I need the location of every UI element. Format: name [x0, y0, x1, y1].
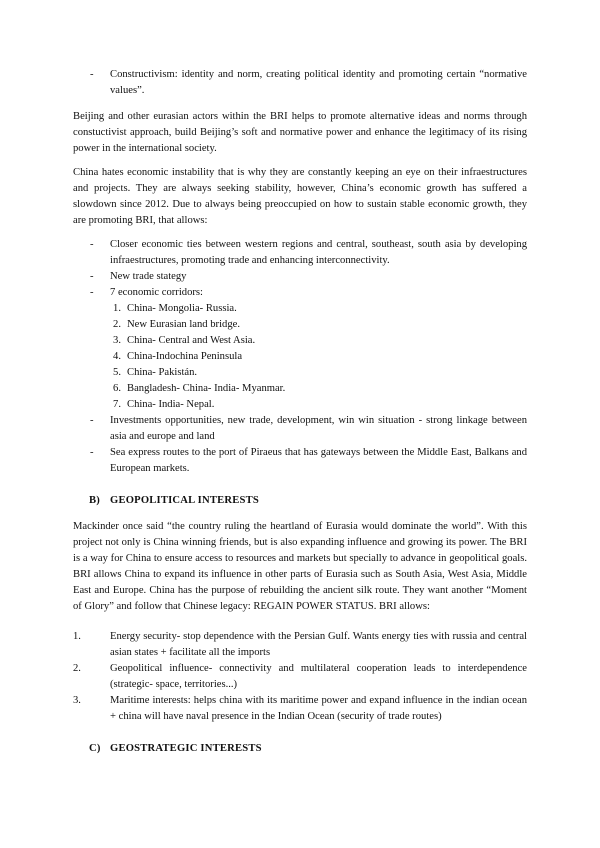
list-item [73, 67, 527, 99]
list-item [73, 285, 527, 301]
item-number: 2. [73, 663, 81, 674]
item-text: Maritime interests: helps china with its maritime power and expand influence in the indian ocean + china will have naval presence in the Indian Ocean (security of trade routes) [110, 695, 527, 722]
corridor-text: New Eurasian land bridge. [127, 319, 240, 330]
bullet-dash: - [90, 69, 94, 80]
bullet-dash: - [90, 271, 94, 282]
bullet-dash: - [90, 287, 94, 298]
bullet-dash: - [90, 239, 94, 250]
section-title: GEOSTRATEGIC INTERESTS [110, 743, 262, 754]
corridor-number: 6. [113, 383, 121, 394]
item-number: 3. [73, 695, 81, 706]
corridor-text: China- Central and West Asia. [127, 335, 256, 346]
corridor-text: China- Pakistán. [127, 367, 198, 378]
list-item-text: Sea express routes to the port of Piraeus that has gateways between the Middle East, Balkans and European markets. [110, 447, 527, 474]
list-item-text: Constructivism: identity and norm, creating political identity and promoting certain “normative values”. [110, 69, 527, 96]
item-text: Geopolitical influence- connectivity and multilateral cooperation leads to interdependence (strategic- space, territories...) [110, 663, 527, 690]
section-heading-geostrategic [73, 741, 527, 757]
section-letter: B) [89, 495, 100, 506]
list-item-text: Investments opportunities, new trade, development, win win situation - strong linkage between asia and europe and land [110, 415, 527, 442]
numbered-item [73, 693, 527, 725]
paragraph-geopolitical: Mackinder once said “the country ruling the heartland of Eurasia would dominate the world”. With this project not only is China winning friends, but is also expanding influence and growing its power. The BRI is a way for China to ensure access to resources and markets but specially to advance in geopolitical goals. BRI allows China to expand its influence in other parts of Eurasia such as South Asia, West Asia, Middle East and Europe. China has the purpose of rebuilding the ancient silk route. They want another “Moment of Glory” and follow that Chinese legacy: REGAIN POWER STATUS. BRI allows: [73, 521, 527, 612]
corridor-text: Bangladesh- China- India- Myanmar. [127, 383, 286, 394]
corridor-number: 7. [113, 399, 121, 410]
corridor-number: 4. [113, 351, 121, 362]
list-item [73, 445, 527, 477]
list-item-text: Closer economic ties between western regions and central, southeast, south asia by developing infraestructures, promoting trade and enhancing interconnectivity. [110, 239, 527, 266]
corridor-text: China- India- Nepal. [127, 399, 215, 410]
corridor-item [73, 333, 527, 349]
list-item-text: 7 economic corridors: [110, 287, 203, 298]
corridor-item [73, 381, 527, 397]
corridor-number: 2. [113, 319, 121, 330]
list-item [73, 269, 527, 285]
list-item [73, 237, 527, 269]
corridor-item [73, 397, 527, 413]
paragraph-economic: China hates economic instability that is why they are constantly keeping an eye on their infraestructures and projects. They are always seeking stability, however, China’s economic growth has suffered a slowdown since 2012. Due to always being preoccupied on how to sustain stable economic growth, they are promoting BRI, that allows: [73, 167, 527, 226]
bullet-dash: - [90, 447, 94, 458]
list-item [73, 413, 527, 445]
corridor-text: China-Indochina Peninsula [127, 351, 243, 362]
numbered-item [73, 629, 527, 661]
corridor-item [73, 317, 527, 333]
section-heading-geopolitical [73, 493, 527, 509]
corridor-text: China- Mongolia- Russia. [127, 303, 237, 314]
section-title: GEOPOLITICAL INTERESTS [110, 495, 259, 506]
paragraph-constructivist: Beijing and other eurasian actors within the BRI helps to promote alternative ideas and norms through constuctivist approach, build Beijing’s soft and normative power and enhance the legitimacy of its rising power in the international society. [73, 111, 527, 154]
numbered-item [73, 661, 527, 693]
corridor-item [73, 349, 527, 365]
item-number: 1. [73, 631, 81, 642]
list-item-text: New trade stategy [110, 271, 187, 282]
corridor-number: 3. [113, 335, 121, 346]
corridor-list [73, 301, 527, 413]
section-letter: C) [89, 743, 101, 754]
corridor-item [73, 365, 527, 381]
corridor-number: 5. [113, 367, 121, 378]
bullet-dash: - [90, 415, 94, 426]
corridor-number: 1. [113, 303, 121, 314]
corridor-item [73, 301, 527, 317]
document-page [73, 67, 527, 757]
item-text: Energy security- stop dependence with the Persian Gulf. Wants energy ties with russia and central asian states + facilitate all the imports [110, 631, 527, 658]
